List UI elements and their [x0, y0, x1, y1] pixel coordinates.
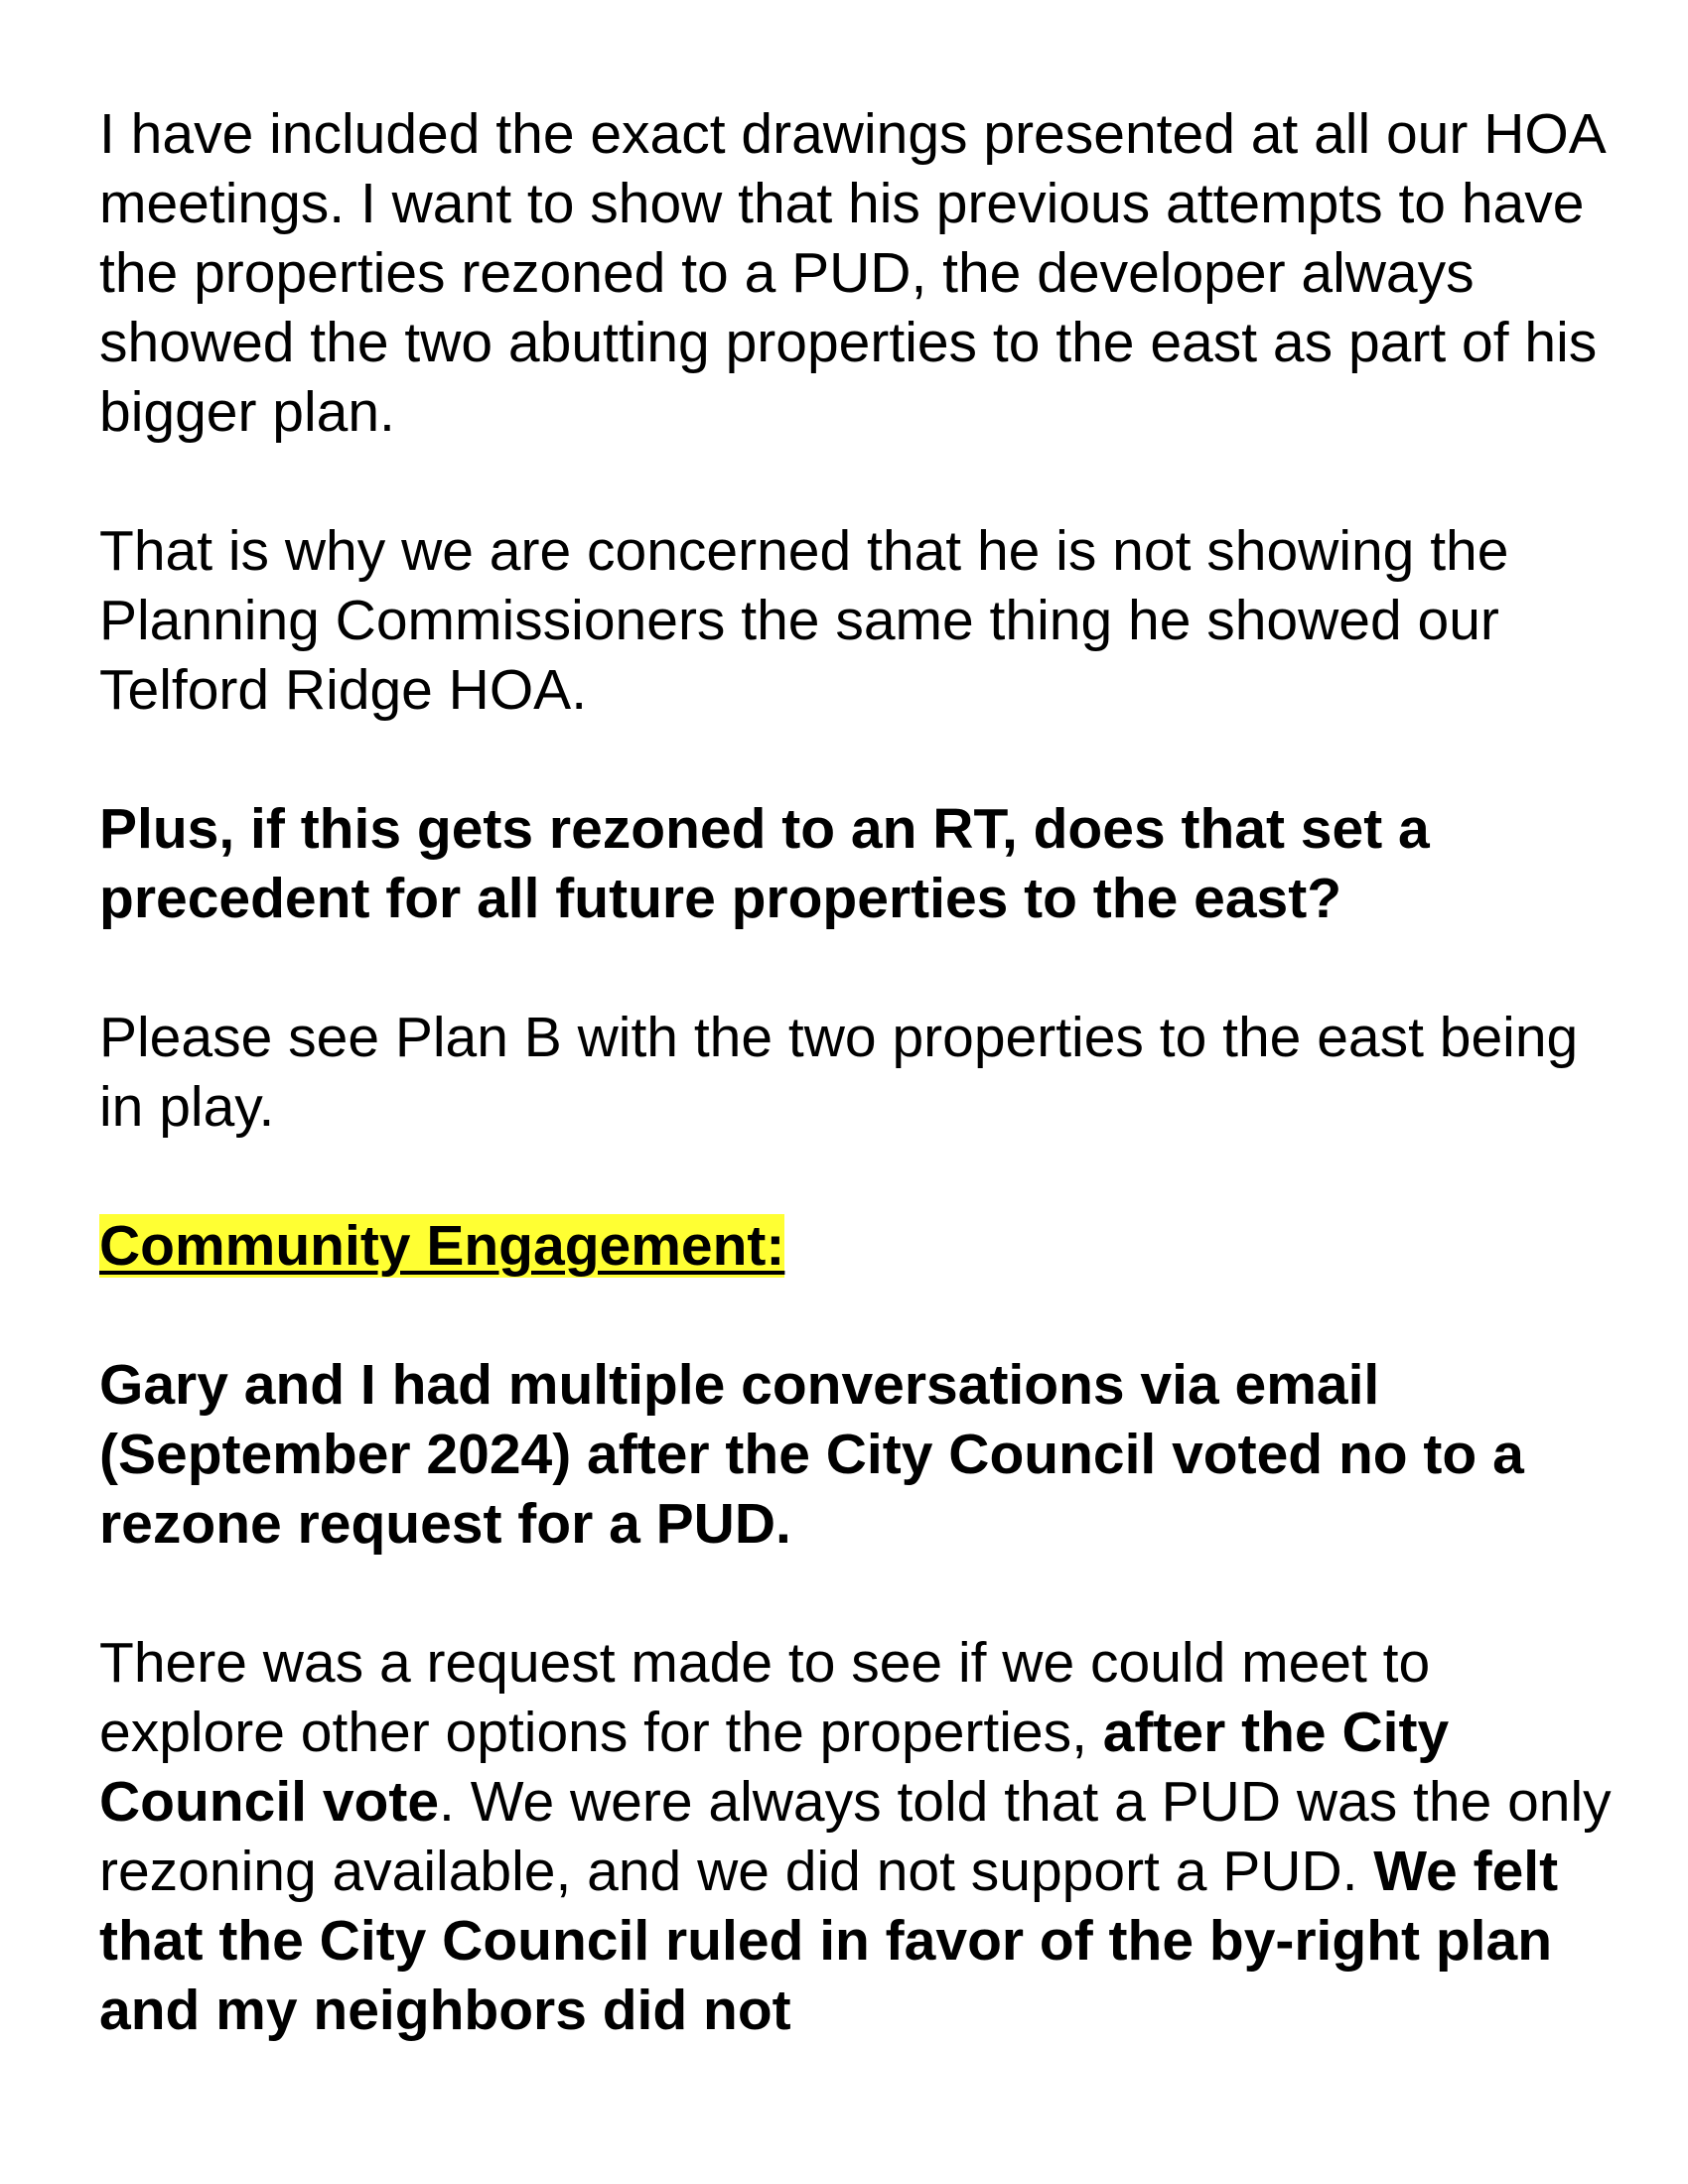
section-heading-community-engagement: [99, 1211, 1628, 1281]
paragraph-meeting-request: [99, 1628, 1628, 2045]
meeting-request-text-2: . We were always told that a PUD was the only rezoning available, and we did not support a PUD.: [99, 1770, 1612, 1903]
meeting-request-bold-2: We felt that the City Council ruled in favor of the by-right plan and my neighbors did not: [99, 1840, 1559, 2042]
document-body: [99, 99, 1628, 2115]
meeting-request-bold-1: after the City Council vote: [99, 1701, 1450, 1834]
heading-highlight: Community Engagement:: [99, 1214, 785, 1278]
paragraph-email-conversations: Gary and I had multiple conversations via email (September 2024) after the City Council voted no to a rezone request for a PUD.: [99, 1353, 1524, 1556]
paragraph-precedent-question: Plus, if this gets rezoned to an RT, does that set a precedent for all future properties to the east?: [99, 797, 1430, 930]
paragraph-concern: That is why we are concerned that he is not showing the Planning Commissioners the same thing he showed our Telford Ridge HOA.: [99, 519, 1509, 722]
meeting-request-text-1: There was a request made to see if we could meet to explore other options for the properties,: [99, 1631, 1431, 1764]
paragraph-drawings: I have included the exact drawings presented at all our HOA meetings. I want to show that his previous attempts to have the properties rezoned to a PUD, the developer always showed the two abutting properties to the east as part of his bigger plan.: [99, 102, 1604, 444]
paragraph-plan-b: Please see Plan B with the two properties to the east being in play.: [99, 1006, 1579, 1139]
